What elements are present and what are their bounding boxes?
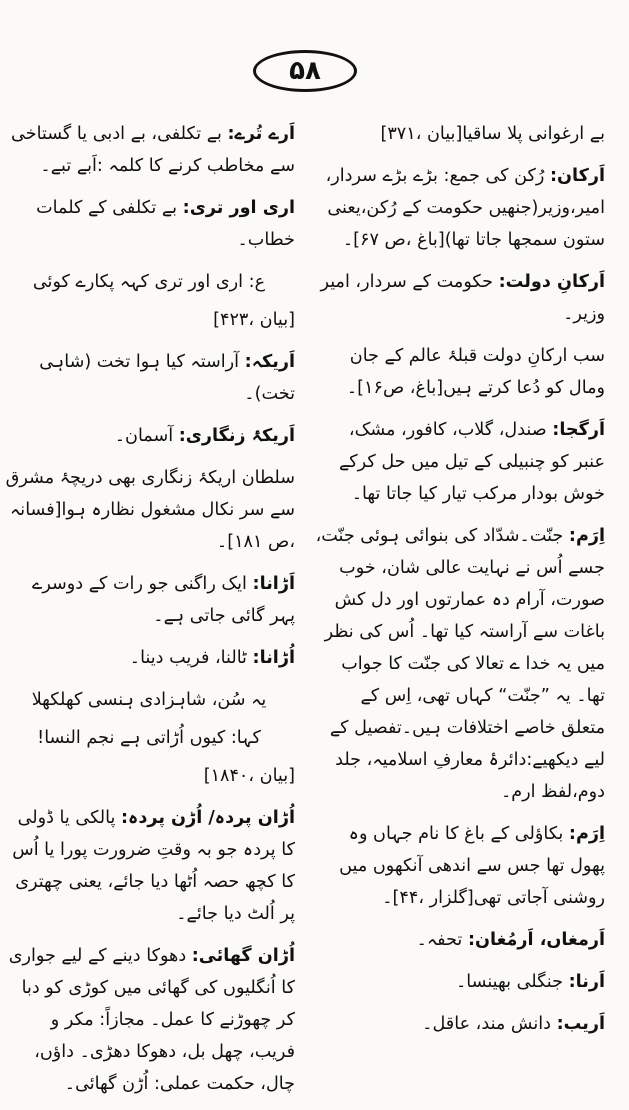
dictionary-entry [313, 924, 605, 956]
entry-headword: اَرے تُرے: [227, 124, 295, 144]
dictionary-entry [3, 802, 295, 930]
entry-definition: جنّت۔شدّاد کی بنوائی ہوئی جنّت، جسے اُس نے نہایت عالی شان، خوب صورت، آرام دہ عمارتوں اور دل کش باغات سے آراستہ کیا تھا۔ اُس کی نظر میں یہ خدا ے تعالا کی جنّت کا جواب تھا۔ یہ ”جنّت“ کہاں تھی، اِس کے متعلق خاصے اختلافات ہیں۔تفصیل کے لیے دیکھیے:دائرۂ معارفِ اسلامیہ، جلد دوم،لفظ ارم۔ [315, 526, 605, 802]
citation: بے ارغوانی پلا ساقیا[بیان ،۳۷۱] [380, 124, 605, 144]
entry-definition: ایک راگنی جو رات کے دوسرے پہر گائی جاتی ہے۔ [32, 574, 295, 626]
entry-headword: اَرکان: [549, 166, 605, 186]
dictionary-entry [3, 568, 295, 632]
verse-line: کہا: کیوں اُڑاتی ہے نجم النسا! [37, 728, 261, 748]
dictionary-entry [313, 414, 605, 510]
dictionary-entry [313, 966, 605, 998]
dictionary-entry [313, 818, 605, 914]
entry-definition: صندل، گلاب، کافور، مشک، عنبر کو چنبیلی کے تیل میں حل کرکے خوش بودار مرکب تیار کیا جاتا تھا۔ [338, 420, 605, 504]
verse-line: ع: اری اور تری کہہ پکارے کوئی [32, 272, 266, 292]
entry-headword: اَریکۂ زنگاری: [178, 426, 295, 446]
dictionary-entry [3, 940, 295, 1100]
entry-definition: جنگلی بھینسا۔ [456, 972, 569, 992]
entry-definition: دانش مند، عاقل۔ [422, 1014, 557, 1034]
dictionary-entry [3, 192, 295, 256]
dictionary-entry [3, 642, 295, 674]
dictionary-entry [313, 160, 605, 256]
entry-headword: اَریب: [556, 1014, 605, 1034]
dictionary-entry [3, 420, 295, 452]
entry-headword: اَرنا: [568, 972, 605, 992]
left-column [3, 118, 295, 1110]
entry-headword: اری اور تری: [182, 198, 295, 218]
dictionary-entry [313, 1008, 605, 1040]
entry-headword: اِرَم: [568, 526, 605, 546]
entry-headword: اَرمغاں، اَرمُغان: [467, 930, 605, 950]
entry-definition: بکاؤلی کے باغ کا نام جہاں وہ پھول تھا جس سے اندھی آنکھوں میں روشنی آجاتی تھی[گلزار ،۴۴]۔ [339, 824, 605, 908]
dictionary-entry [313, 266, 605, 330]
entry-headword: اُڑانا: [252, 648, 295, 668]
page-number: ۵۸ [253, 50, 357, 92]
entry-headword: اَریکہ: [244, 352, 295, 372]
dictionary-entry [3, 346, 295, 410]
entry-definition: ٹالنا، فریب دینا۔ [129, 648, 253, 668]
entry-headword: اَڑانا: [252, 574, 295, 594]
entry-headword: اَرگجا: [552, 420, 605, 440]
dictionary-entry [3, 118, 295, 182]
citation: [بیان ،۱۸۴۰] [203, 766, 295, 786]
entry-definition: تحفہ۔ [416, 930, 468, 950]
right-column [313, 118, 605, 1050]
entry-headword: اَرکانِ دولت: [498, 272, 605, 292]
entry-definition: آسمان۔ [114, 426, 179, 446]
quotation: سب ارکانِ دولت قبلۂ عالم کے جان ومال کو دُعا کرتے ہیں[باغ، ص۱۶]۔ [346, 346, 605, 398]
entry-definition: آراستہ کیا ہوا تخت (شاہی تخت)۔ [39, 352, 295, 404]
citation: [بیان ،۴۲۳] [213, 310, 295, 330]
entry-headword: اُڑان پردہ/ اُڑن پردہ: [121, 808, 295, 828]
entry-definition: حکومت کے سردار، امیر وزیر۔ [320, 272, 605, 324]
entry-headword: اِرَم: [568, 824, 605, 844]
quotation: سلطان اریکۂ زنگاری بھی دریچۂ مشرق سے سر نکال مشغول نظارہ ہوا[فسانہ ،ص ۱۸۱]۔ [5, 468, 295, 552]
entry-definition: بے تکلفی، بے ادبی یا گستاخی سے مخاطب کرنے کا کلمہ :اَبے تبے۔ [11, 124, 295, 176]
dictionary-entry [313, 520, 605, 808]
verse-line: یہ سُن، شاہزادی ہنسی کھلکھلا [31, 690, 267, 710]
entry-definition: بے تکلفی کے کلمات خطاب۔ [36, 198, 295, 250]
entry-definition: رُکن کی جمع: بڑے بڑے سردار، امیر،وزیر(جنھیں حکومت کے رُکن،یعنی ستون سمجھا جاتا تھا)[باغ ،ص ۶۷]۔ [325, 166, 605, 250]
entry-definition: دھوکا دینے کے لیے جواری کا اُنگلیوں کی گھائی میں کوڑی کو دبا کر چھوڑنے کا عمل۔ مجازاً: مکر و فریب، چھل بل، دھوکا دھڑی۔ داؤں، چال، حکمت عملی: اُڑن گھائی۔ [8, 946, 295, 1094]
entry-headword: اُڑان گھائی: [191, 946, 295, 966]
entry-definition: پالکی یا ڈولی کا پردہ جو بہ وقتِ ضرورت پورا یا اُس کا کچھ حصہ اُٹھا دیا جائے، یعنی چھتری پر اُلٹ دیا جائے۔ [12, 808, 295, 924]
